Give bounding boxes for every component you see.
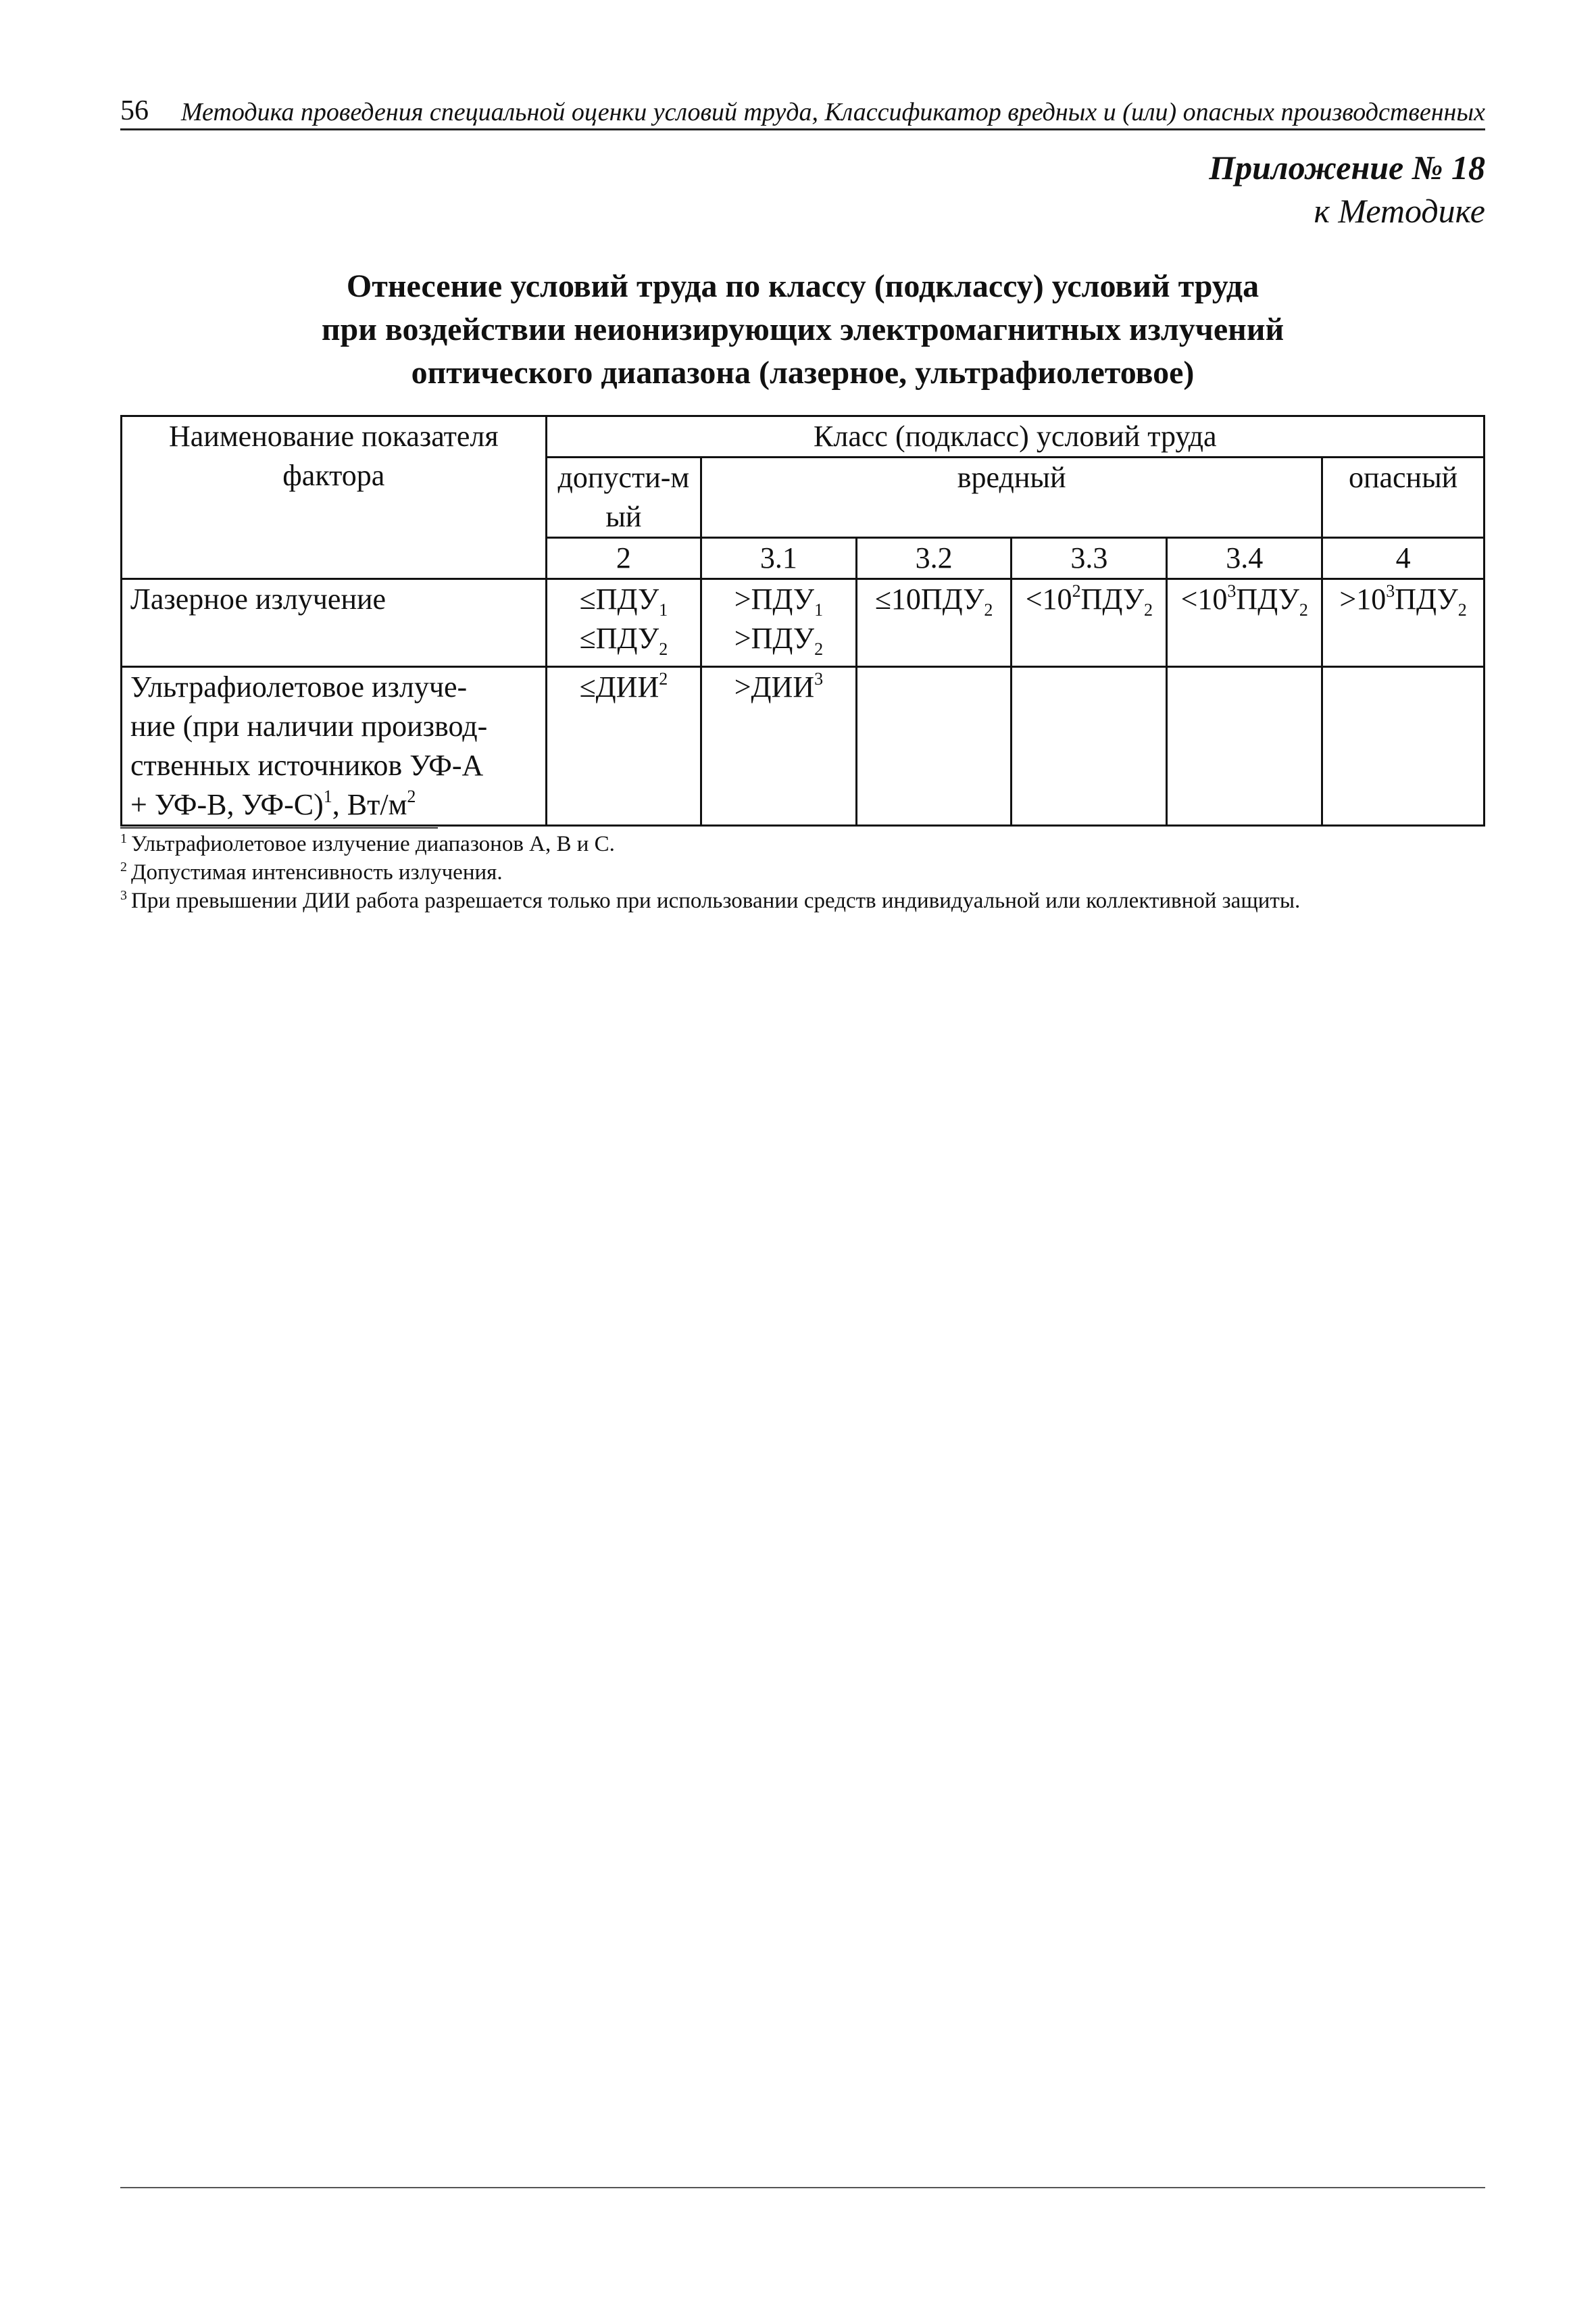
subclass-2: 2 (546, 538, 701, 579)
laser-class-3-4: $<10^3ПДУ_2$ (1167, 579, 1322, 667)
footnotes (120, 830, 1485, 915)
table-row (122, 667, 1485, 826)
subclass-4: 4 (1322, 538, 1485, 579)
uv-class-3-2 (856, 667, 1012, 826)
header-factor-name: Наименование показателя фактора (122, 416, 547, 579)
laser-class-3-1: $>ПДУ_1$ $>ПДУ_2$ (701, 579, 857, 667)
header-class: Класс (подкласс) условий труда (546, 416, 1484, 458)
laser-class-2: $\le ПДУ_1$ $\le ПДУ_2$ (546, 579, 701, 667)
title-line-1: Отнесение условий труда по классу (подклассу) условий труда (346, 268, 1260, 304)
uv-class-2: $\le ДИИ^2$ (546, 667, 701, 826)
uv-class-3-3 (1012, 667, 1167, 826)
appendix-reference: к Методике (1314, 192, 1485, 230)
subclass-3-4: 3.4 (1167, 538, 1322, 579)
header-allowed: допусти-мый (546, 458, 701, 538)
table-row (122, 579, 1485, 667)
page-header (120, 95, 1485, 130)
uv-class-4 (1322, 667, 1485, 826)
uv-class-3-4 (1167, 667, 1322, 826)
footnote-3: $^3$ При превышении ДИИ работа разрешается только при использовании средств индивидуальной или коллективной защиты. (120, 888, 1301, 913)
subclass-3-2: 3.2 (856, 538, 1012, 579)
footnote-2: $^2$ Допустимая интенсивность излучения. (120, 860, 503, 885)
running-title: Методика проведения специальной оценки условий труда, Классификатор вредных и (или) опасных производственных (180, 98, 1485, 126)
title-line-2: при воздействии неионизирующих электромагнитных излучений (321, 312, 1285, 347)
footnote-divider (120, 827, 438, 829)
laser-class-4: $>10^3ПДУ_2$ (1322, 579, 1485, 667)
title-line-3: оптического диапазона (лазерное, ультрафиолетовое) (411, 355, 1195, 391)
header-harmful: вредный (701, 458, 1322, 538)
laser-class-3-2: $\le 10ПДУ_2$ (856, 579, 1012, 667)
footnote-1: $^1$ Ультрафиолетовое излучение диапазонов А, В и С. (120, 831, 615, 856)
row-uv-name: Ультрафиолетовое излуче- ние (при наличии производ- ственных источников УФ-А + УФ-В, УФ-С)$^1$, $Вт/м^2$ (122, 667, 547, 826)
classification-table (120, 415, 1485, 827)
appendix-number: Приложение № 18 (1209, 149, 1485, 187)
header-dangerous: опасный (1322, 458, 1485, 538)
subclass-3-1: 3.1 (701, 538, 857, 579)
uv-class-3-1: $>ДИИ^3$ (701, 667, 857, 826)
laser-class-3-3: $<10^2ПДУ_2$ (1012, 579, 1167, 667)
appendix-label (1209, 146, 1485, 232)
page-number: 56 (120, 95, 149, 126)
bottom-divider (120, 2187, 1485, 2188)
document-title (120, 265, 1485, 395)
row-laser-name: Лазерное излучение (122, 579, 547, 667)
subclass-3-3: 3.3 (1012, 538, 1167, 579)
